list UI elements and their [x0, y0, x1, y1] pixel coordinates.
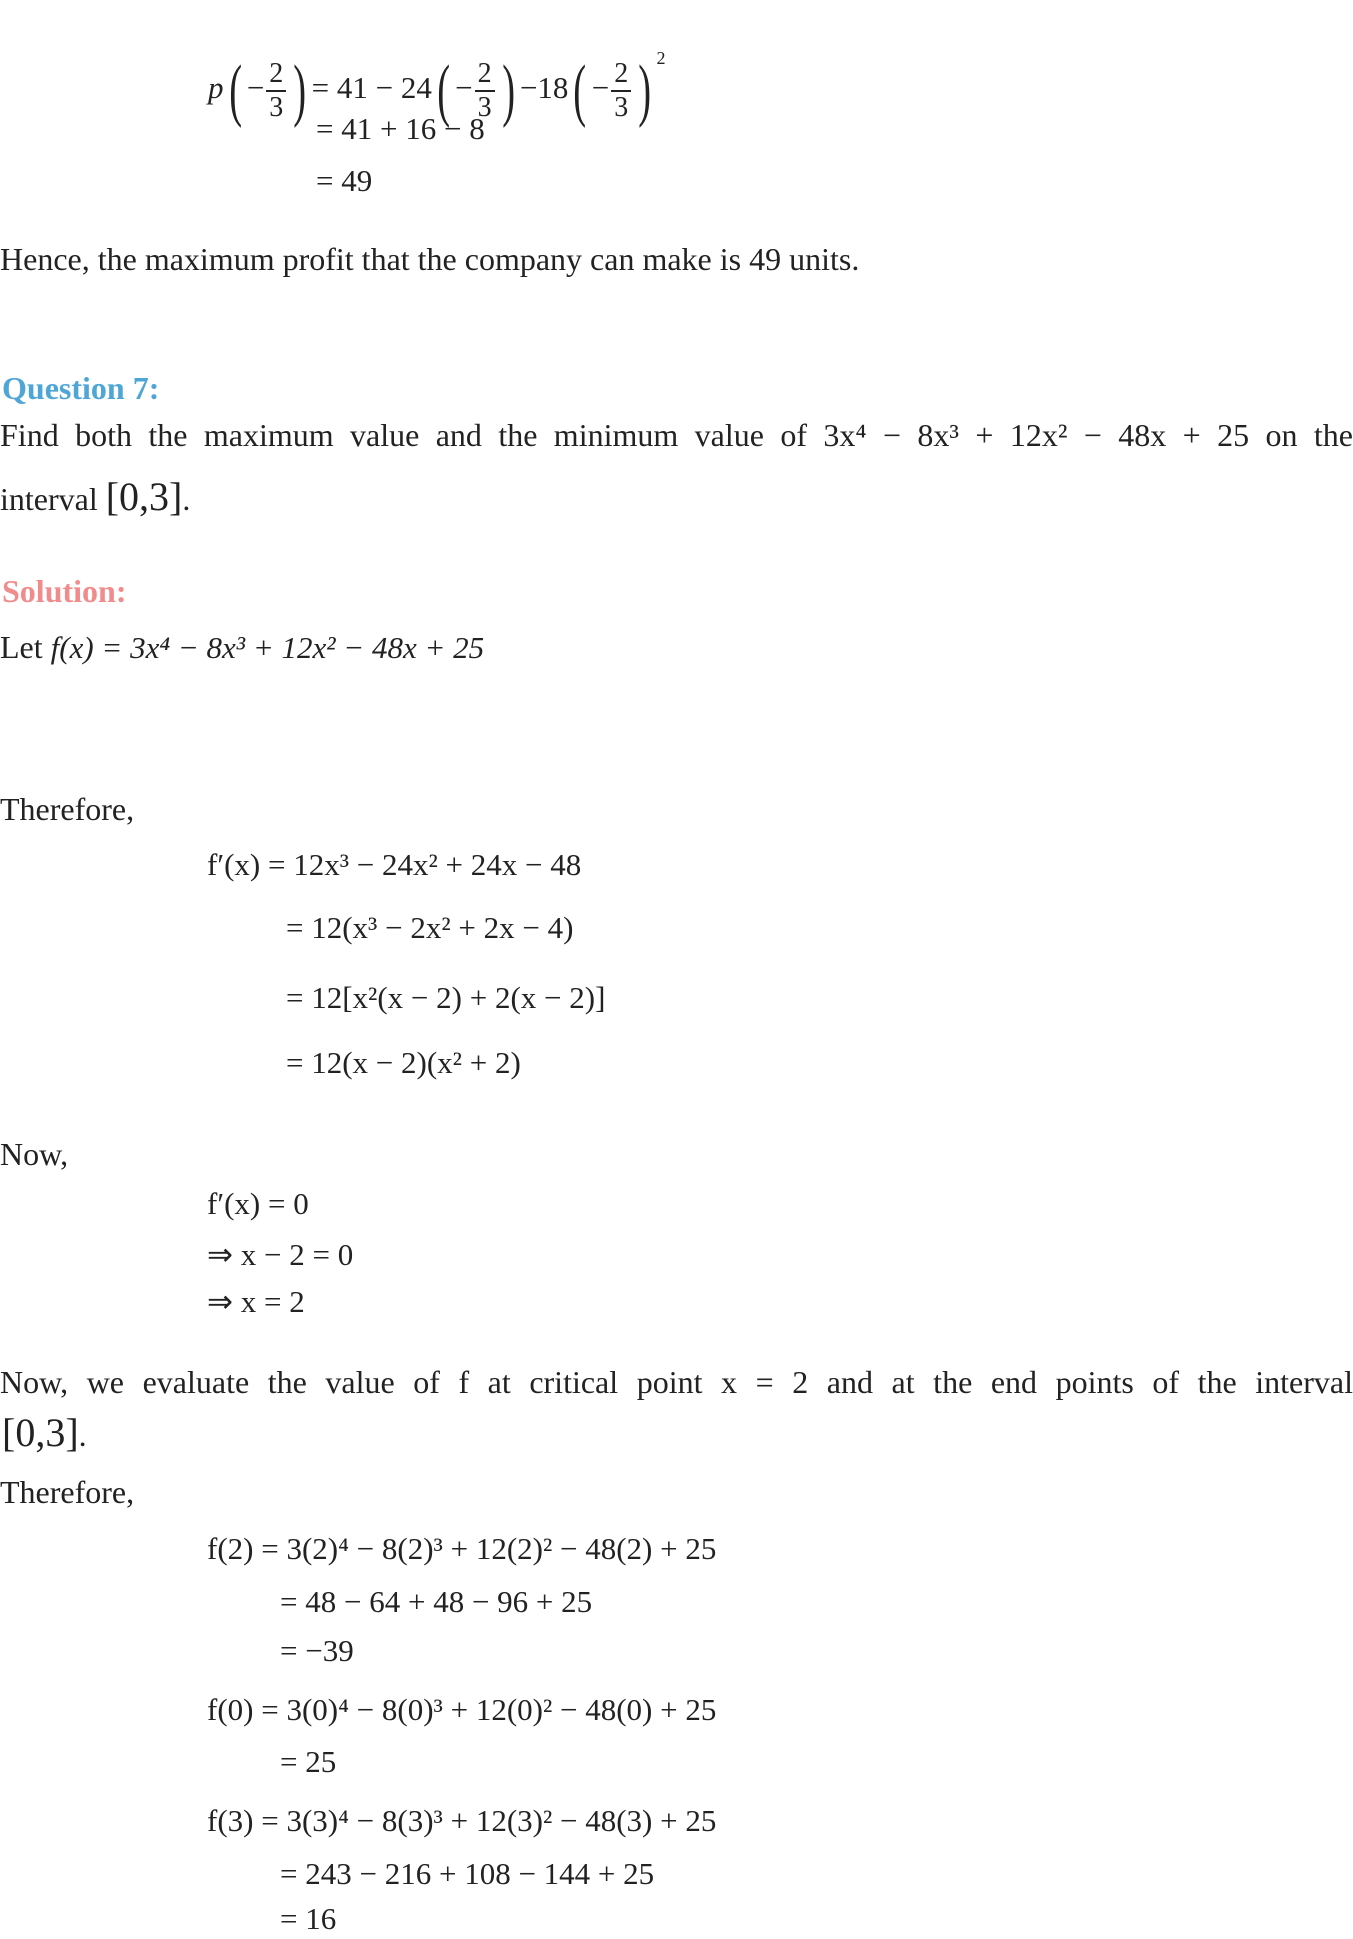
- denominator: 3: [269, 91, 284, 123]
- derivative-line: = 12(x − 2)(x² + 2): [286, 1045, 521, 1080]
- evaluation-line: f(2) = 3(2)⁴ − 8(2)³ + 12(2)² − 48(2) + 25: [207, 1531, 717, 1566]
- equation-part: −18: [519, 70, 569, 105]
- question-text-line-2: [0, 474, 191, 519]
- therefore-label: Therefore,: [0, 791, 135, 827]
- let-word: Let: [0, 629, 43, 665]
- equation-part: = 41 − 24: [311, 70, 432, 105]
- evaluation-line: f(3) = 3(3)⁴ − 8(3)³ + 12(3)² − 48(3) + 25: [207, 1803, 717, 1838]
- period: .: [78, 1417, 87, 1453]
- critical-line: f′(x) = 0: [207, 1186, 309, 1221]
- derivative-line: f′(x) = 12x³ − 24x² + 24x − 48: [207, 847, 582, 882]
- evaluation-line: = 25: [280, 1744, 337, 1779]
- evaluation-line: = 16: [280, 1901, 337, 1936]
- minus: −: [455, 70, 473, 105]
- critical-line: ⇒ x − 2 = 0: [207, 1237, 354, 1272]
- now-label: Now,: [0, 1136, 69, 1172]
- critical-line: ⇒ x = 2: [207, 1284, 305, 1319]
- function-definition: f(x) = 3x⁴ − 8x³ + 12x² − 48x + 25: [50, 630, 485, 665]
- paren: ): [501, 51, 515, 129]
- derivative-line: = 12(x³ − 2x² + 2x − 4): [286, 910, 574, 945]
- exponent: 2: [656, 48, 666, 68]
- question-text: Find both the maximum value and the minimum value of 3x⁴ − 8x³ + 12x² − 48x + 25 on the: [0, 417, 1353, 453]
- numerator: 2: [611, 58, 631, 92]
- evaluation-line: = −39: [280, 1633, 354, 1668]
- denominator: 3: [477, 91, 492, 123]
- therefore-label: Therefore,: [0, 1474, 135, 1510]
- evaluate-interval-line: [2, 1410, 87, 1455]
- paren: ): [638, 51, 652, 129]
- evaluation-line: = 48 − 64 + 48 − 96 + 25: [280, 1584, 593, 1619]
- evaluation-line: f(0) = 3(0)⁴ − 8(0)³ + 12(0)² − 48(0) + 25: [207, 1692, 717, 1727]
- paren: (: [573, 51, 587, 129]
- question-title: Question 7:: [2, 370, 160, 406]
- numerator: 2: [266, 58, 286, 92]
- fraction: [266, 58, 286, 124]
- profit-line-2: = 41 + 16 − 8: [316, 111, 485, 146]
- fraction: [611, 58, 631, 124]
- interval: [0,3]: [105, 474, 183, 519]
- minus: −: [591, 70, 610, 105]
- evaluation-line: = 243 − 216 + 108 − 144 + 25: [280, 1856, 655, 1891]
- minus: −: [246, 70, 265, 105]
- denominator: 3: [614, 91, 629, 123]
- conclusion-text: Hence, the maximum profit that the company can make is 49 units.: [0, 241, 860, 277]
- paren: (: [228, 51, 242, 129]
- solution-title: Solution:: [2, 573, 127, 609]
- paren: (: [437, 51, 450, 129]
- numerator: 2: [475, 58, 495, 92]
- period: .: [182, 481, 191, 517]
- let-statement: [0, 627, 484, 668]
- text: interval: [0, 481, 98, 517]
- evaluate-text: Now, we evaluate the value of f at critical point x = 2 and at the end points of the interval: [0, 1364, 1353, 1400]
- profit-line-3: = 49: [316, 163, 373, 198]
- paren: ): [293, 51, 307, 129]
- derivative-line: = 12[x²(x − 2) + 2(x − 2)]: [286, 980, 606, 1015]
- function-name: p: [208, 70, 224, 105]
- interval: [0,3]: [2, 1410, 79, 1455]
